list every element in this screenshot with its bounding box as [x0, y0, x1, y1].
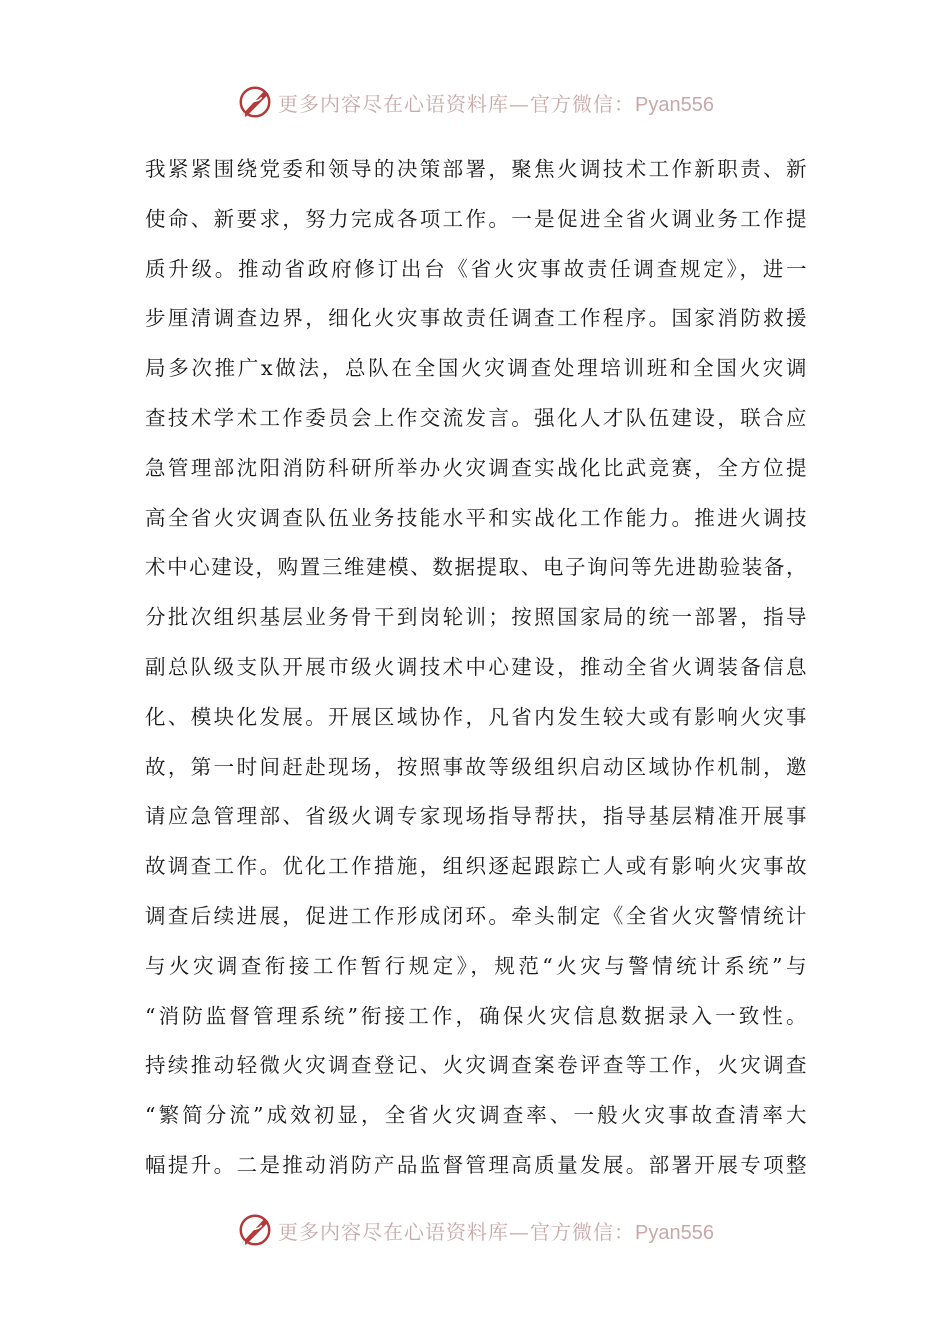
- text-line: 局多次推广x做法，总队在全国火灾调查处理培训班和全国火灾调: [145, 356, 807, 381]
- text-line: 质升级。推动省政府修订出台《省火灾事故责任调查规定》，进一: [145, 256, 807, 281]
- text-line: 分批次组织基层业务骨干到岗轮训；按照国家局的统一部署，指导: [145, 605, 807, 630]
- text-line: 与火灾调查衔接工作暂行规定》，规范“火灾与警情统计系统”与: [145, 953, 807, 978]
- pen-logo-icon: [236, 1211, 274, 1249]
- text-line: 步厘清调查边界，细化火灾事故责任调查工作程序。国家消防救援: [145, 306, 807, 331]
- text-line: 使命、新要求，努力完成各项工作。一是促进全省火调业务工作提: [145, 206, 807, 231]
- header-banner: [0, 82, 950, 122]
- pen-logo-icon: [236, 83, 274, 121]
- text-line: 故调查工作。优化工作措施，组织逐起跟踪亡人或有影响火灾事故: [145, 854, 807, 879]
- text-line: “繁简分流”成效初显，全省火灾调查率、一般火灾事故查清率大: [145, 1103, 807, 1128]
- text-line: 我紧紧围绕党委和领导的决策部署，聚焦火调技术工作新职责、新: [145, 157, 807, 181]
- footer-banner: [0, 1210, 950, 1250]
- footer-banner-text: 更多内容尽在心语资料库—官方微信：Pyan556: [278, 1219, 714, 1244]
- text-line: 化、模块化发展。开展区域协作，凡省内发生较大或有影响火灾事: [145, 704, 807, 729]
- header-banner-text: 更多内容尽在心语资料库—官方微信：Pyan556: [278, 91, 714, 116]
- text-line: 调查后续进展，促进工作形成闭环。牵头制定《全省火灾警情统计: [145, 903, 807, 928]
- text-line: 高全省火灾调查队伍业务技能水平和实战化工作能力。推进火调技: [145, 505, 807, 530]
- text-line: 查技术学术工作委员会上作交流发言。强化人才队伍建设，联合应: [145, 405, 807, 430]
- text-line: 请应急管理部、省级火调专家现场指导帮扶，指导基层精准开展事: [145, 804, 807, 829]
- text-line: 副总队级支队开展市级火调技术中心建设，推动全省火调装备信息: [145, 654, 807, 679]
- footer-wechat-id: Pyan556: [635, 1221, 714, 1244]
- document-body: [145, 145, 807, 1191]
- text-line: 幅提升。二是推动消防产品监督管理高质量发展。部署开展专项整: [145, 1152, 807, 1177]
- text-line: 持续推动轻微火灾调查登记、火灾调查案卷评查等工作，火灾调查: [145, 1053, 807, 1078]
- header-wechat-id: Pyan556: [635, 93, 714, 116]
- text-line: 术中心建设，购置三维建模、数据提取、电子询问等先进勘验装备，: [145, 555, 807, 580]
- text-line: 急管理部沈阳消防科研所举办火灾调查实战化比武竞赛，全方位提: [145, 455, 807, 480]
- text-line: “消防监督管理系统”衔接工作，确保火灾信息数据录入一致性。: [145, 1003, 807, 1028]
- text-line: 故，第一时间赶赴现场，按照事故等级组织启动区域协作机制，邀: [145, 754, 807, 779]
